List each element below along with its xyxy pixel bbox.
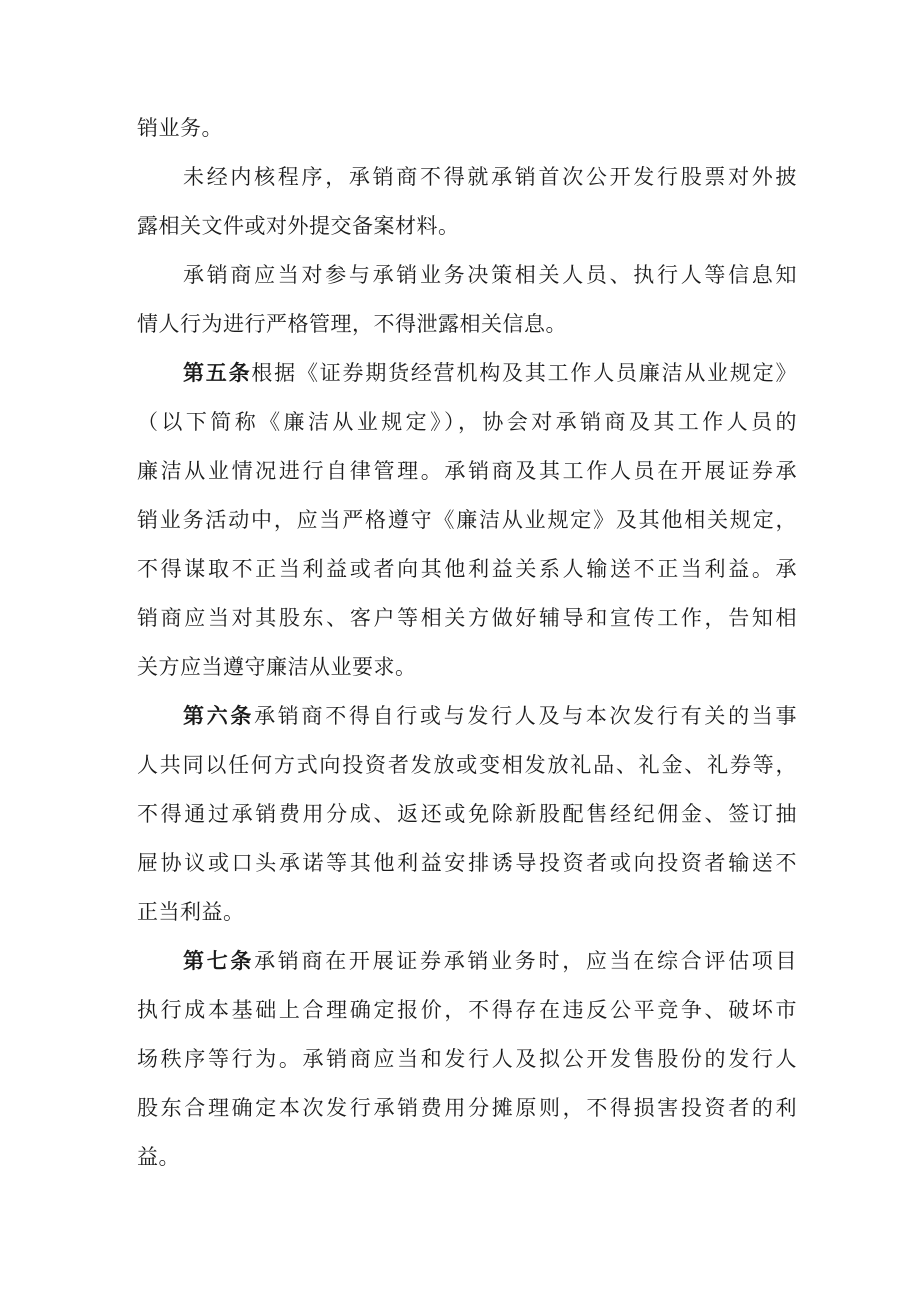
paragraph-line (137, 937, 797, 986)
line-text: 承销商应当对参与承销业务决策相关人员、执行人等信息知 (183, 263, 797, 287)
paragraph-line (137, 1035, 797, 1084)
line-text: 人共同以任何方式向投资者发放或变相发放礼品、礼金、礼券等， (137, 753, 797, 777)
article-number: 第六条 (183, 704, 255, 728)
line-text: 露相关文件或对外提交备案材料。 (137, 214, 460, 238)
line-text: 不得谋取不正当利益或者向其他利益关系人输送不正当利益。承 (137, 557, 797, 581)
line-text: 根据《证券期货经营机构及其工作人员廉洁从业规定》 (251, 361, 798, 385)
line-text: 正当利益。 (137, 900, 245, 924)
line-text: 未经内核程序，承销商不得就承销首次公开发行股票对外披 (183, 165, 797, 189)
paragraph-line (137, 153, 797, 202)
line-text: 销业务。 (137, 116, 223, 140)
line-text: 关方应当遵守廉洁从业要求。 (137, 655, 417, 679)
paragraph-line (137, 1133, 797, 1182)
paragraph-line (137, 496, 797, 545)
line-text: 场秩序等行为。承销商应当和发行人及拟公开发售股份的发行人 (137, 1047, 797, 1071)
line-text: 不得通过承销费用分成、返还或免除新股配售经纪佣金、签订抽 (137, 802, 797, 826)
paragraph-line (137, 741, 797, 790)
line-text: 执行成本基础上合理确定报价，不得存在违反公平竞争、破坏市 (137, 998, 797, 1022)
article-number: 第七条 (183, 949, 255, 973)
line-text: 承销商不得自行或与发行人及与本次发行有关的当事 (254, 704, 798, 728)
paragraph-line (137, 447, 797, 496)
document-body (137, 104, 797, 1182)
line-text: 情人行为进行严格管理，不得泄露相关信息。 (137, 312, 567, 336)
paragraph-line (137, 349, 797, 398)
line-text: 承销商在开展证券承销业务时，应当在综合评估项目 (254, 949, 798, 973)
line-text: 销业务活动中，应当严格遵守《廉洁从业规定》及其他相关规定， (137, 508, 797, 532)
paragraph-line (137, 398, 797, 447)
line-text: 廉洁从业情况进行自律管理。承销商及其工作人员在开展证券承 (137, 459, 797, 483)
article-number: 第五条 (183, 361, 252, 385)
paragraph-line (137, 790, 797, 839)
paragraph-line (137, 251, 797, 300)
line-text: （以下简称《廉洁从业规定》），协会对承销商及其工作人员的 (137, 410, 797, 434)
paragraph-line (137, 986, 797, 1035)
paragraph-line (137, 202, 797, 251)
paragraph-line (137, 1084, 797, 1133)
line-text: 股东合理确定本次发行承销费用分摊原则，不得损害投资者的利 (137, 1096, 797, 1120)
paragraph-line (137, 643, 797, 692)
paragraph-line (137, 692, 797, 741)
paragraph-line (137, 839, 797, 888)
line-text: 屉协议或口头承诺等其他利益安排诱导投资者或向投资者输送不 (137, 851, 797, 875)
line-text: 销商应当对其股东、客户等相关方做好辅导和宣传工作，告知相 (137, 606, 797, 630)
paragraph-line (137, 545, 797, 594)
paragraph-line (137, 888, 797, 937)
line-text: 益。 (137, 1145, 180, 1169)
paragraph-line (137, 104, 797, 153)
paragraph-line (137, 594, 797, 643)
paragraph-line (137, 300, 797, 349)
